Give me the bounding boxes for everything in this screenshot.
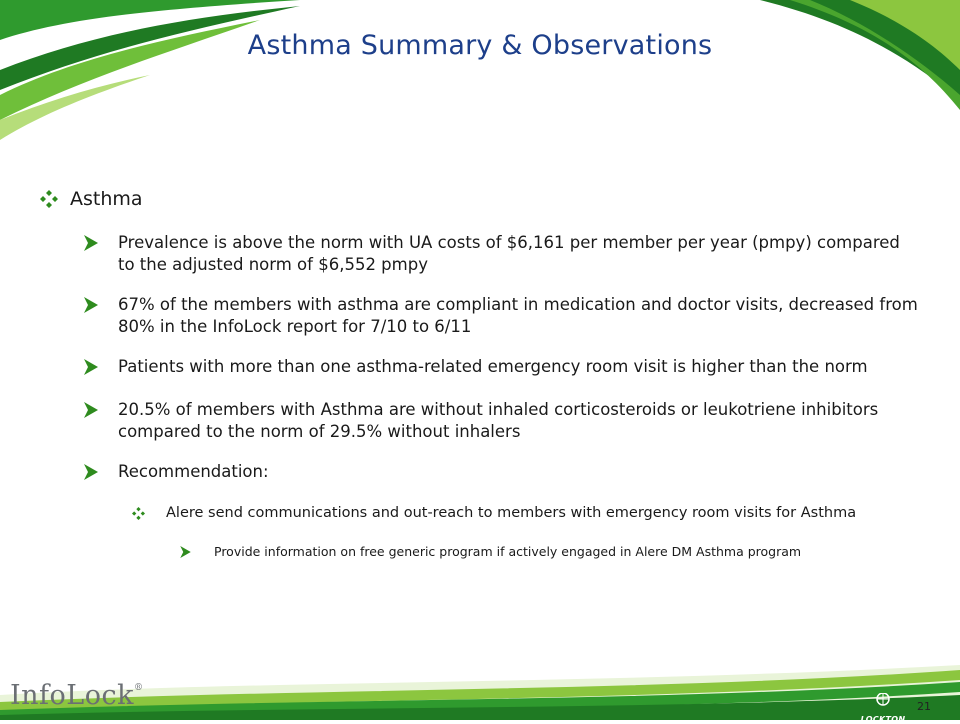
slide-title: Asthma Summary & Observations xyxy=(247,30,713,61)
point-text: 20.5% of members with Asthma are without inhaled corticosteroids or leukotriene inhibitors compared to the norm of 29.5% without inhalers xyxy=(118,400,879,441)
point-text: 67% of the members with asthma are compliant in medication and doctor visits, decreased from 80% in the InfoLock report for 7/10 to 6/11 xyxy=(118,295,918,336)
page-number: 21 xyxy=(917,700,931,713)
point-recommendation xyxy=(84,461,930,486)
arrowhead-icon xyxy=(84,232,118,276)
lockton-logo-text: LOCKTON xyxy=(860,715,906,724)
slide-content xyxy=(40,188,930,562)
arrowhead-icon xyxy=(84,356,118,381)
point-compliance xyxy=(84,294,930,338)
arrowhead-icon xyxy=(84,294,118,338)
sub-point xyxy=(132,504,930,526)
arrowhead-icon xyxy=(84,461,118,486)
arrowhead-icon xyxy=(84,399,118,443)
diamond-cross-icon xyxy=(132,504,166,526)
lockton-logo-icon xyxy=(860,693,906,715)
lockton-logo xyxy=(860,693,906,724)
registered-mark: ® xyxy=(133,683,144,693)
point-text: Prevalence is above the norm with UA costs of $6,161 per member per year (pmpy) compared to the adjusted norm of $6,552 pmpy xyxy=(118,233,900,274)
infolock-logo-text: InfoLock xyxy=(10,680,134,711)
arrowhead-icon xyxy=(180,544,214,562)
point-text: Patients with more than one asthma-related emergency room visit is higher than the norm xyxy=(118,357,868,376)
heading-text: Asthma xyxy=(70,188,143,210)
infolock-logo xyxy=(10,680,143,711)
sub-sub-point xyxy=(180,544,930,562)
diamond-cross-icon xyxy=(40,190,70,208)
point-text: Recommendation: xyxy=(118,462,269,481)
decorative-swoosh-bottom xyxy=(0,640,960,720)
point-er-visits xyxy=(84,356,930,381)
decorative-swoosh-top-left xyxy=(0,0,300,140)
sub-point-text: Alere send communications and out-reach to members with emergency room visits for Asthma xyxy=(166,505,857,521)
sub-sub-point-text: Provide information on free generic program if actively engaged in Alere DM Asthma program xyxy=(214,544,802,559)
point-inhalers xyxy=(84,399,930,443)
heading-item xyxy=(40,188,930,210)
point-prevalence xyxy=(84,232,930,276)
